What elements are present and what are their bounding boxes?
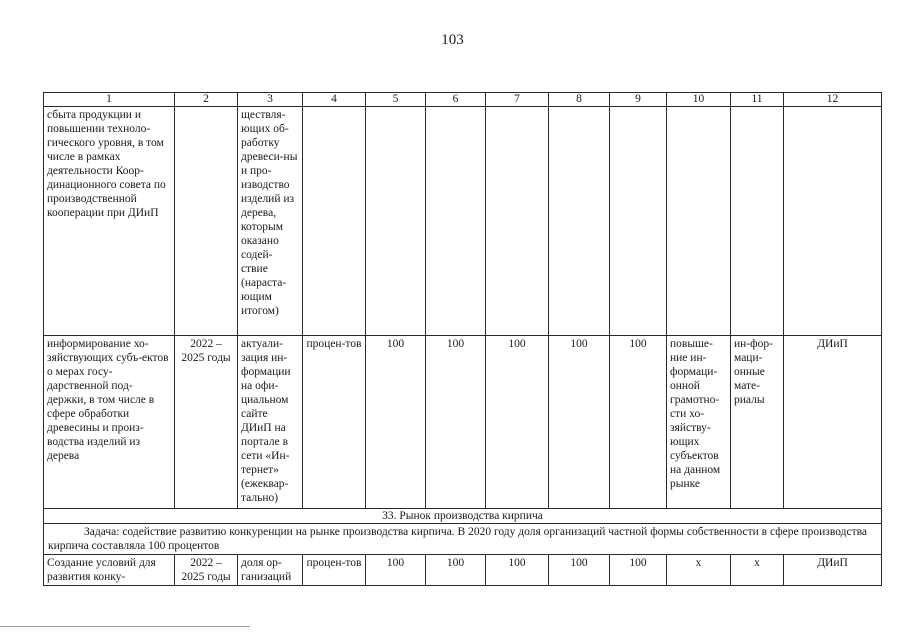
- value-cell: 100: [610, 555, 667, 586]
- header-cell: 1: [44, 93, 175, 107]
- value-cell: [486, 107, 549, 336]
- measure-cell: Создание условий для развития конку-: [44, 555, 175, 586]
- value-cell: 100: [486, 555, 549, 586]
- header-row: [44, 93, 882, 107]
- task-row: [44, 524, 882, 555]
- measures-table: [43, 92, 882, 586]
- indicator-cell: ществля-ющих об-работку древеси-ны и про-изводство изделий из дерева, которым оказано содей-ствие (нараста-ющим итогом): [238, 107, 303, 336]
- value-cell: 100: [549, 555, 610, 586]
- header-cell: 8: [549, 93, 610, 107]
- result-cell: повыше-ние ин-формаци-онной грамотно-сти хо-зяйству-ющих субъектов на данном рынке: [667, 336, 731, 509]
- header-cell: 6: [426, 93, 486, 107]
- value-cell: [426, 107, 486, 336]
- value-cell: [549, 107, 610, 336]
- table-row: [44, 555, 882, 586]
- document-type-cell: ин-фор-маци-онные мате-риалы: [731, 336, 784, 509]
- header-cell: 3: [238, 93, 303, 107]
- scan-edge-line: [0, 626, 250, 627]
- value-cell: 100: [426, 336, 486, 509]
- page-number: 103: [441, 32, 464, 48]
- task-text: Задача: содействие развитию конкуренции на рынке производства кирпича. В 2020 году доля организаций частной формы собственности в сфере производства кирпича составляла 100 процентов: [48, 526, 867, 552]
- header-cell: 10: [667, 93, 731, 107]
- header-cell: 4: [303, 93, 366, 107]
- value-cell: 100: [610, 336, 667, 509]
- deadline-cell: [175, 107, 238, 336]
- value-cell: 100: [486, 336, 549, 509]
- unit-cell: процен-тов: [303, 336, 366, 509]
- indicator-cell: доля ор-ганизаций: [238, 555, 303, 586]
- responsible-cell: ДИиП: [784, 336, 882, 509]
- deadline-cell: 2022 – 2025 годы: [175, 555, 238, 586]
- header-cell: 2: [175, 93, 238, 107]
- value-cell: 100: [366, 336, 426, 509]
- header-cell: 7: [486, 93, 549, 107]
- value-cell: [610, 107, 667, 336]
- value-cell: 100: [426, 555, 486, 586]
- deadline-cell: 2022 – 2025 годы: [175, 336, 238, 509]
- measure-cell: сбыта продукции и повышении техноло-гического уровня, в том числе в рамках деятельности Коор-динационного совета по производственной кооперации при ДИиП: [44, 107, 175, 336]
- measure-cell: информирование хо-зяйствующих субъ-ектов о мерах госу-дарственной под-держки, в том числе в сфере обработки древесины и произ-водства изделий из дерева: [44, 336, 175, 509]
- responsible-cell: ДИиП: [784, 555, 882, 586]
- document-type-cell: [731, 107, 784, 336]
- result-cell: х: [667, 555, 731, 586]
- responsible-cell: [784, 107, 882, 336]
- task-cell: [44, 524, 882, 555]
- value-cell: 100: [366, 555, 426, 586]
- header-cell: 5: [366, 93, 426, 107]
- unit-cell: процен-тов: [303, 555, 366, 586]
- header-cell: 9: [610, 93, 667, 107]
- section-row: [44, 509, 882, 524]
- value-cell: [366, 107, 426, 336]
- header-cell: 11: [731, 93, 784, 107]
- table-row: [44, 107, 882, 336]
- unit-cell: [303, 107, 366, 336]
- table-row: [44, 336, 882, 509]
- value-cell: 100: [549, 336, 610, 509]
- document-type-cell: х: [731, 555, 784, 586]
- header-cell: 12: [784, 93, 882, 107]
- section-title: 33. Рынок производства кирпича: [44, 509, 882, 524]
- result-cell: [667, 107, 731, 336]
- indicator-cell: актуали-зация ин-формации на офи-циальном сайте ДИиП на портале в сети «Ин-тернет» (ежеквар-тально): [238, 336, 303, 509]
